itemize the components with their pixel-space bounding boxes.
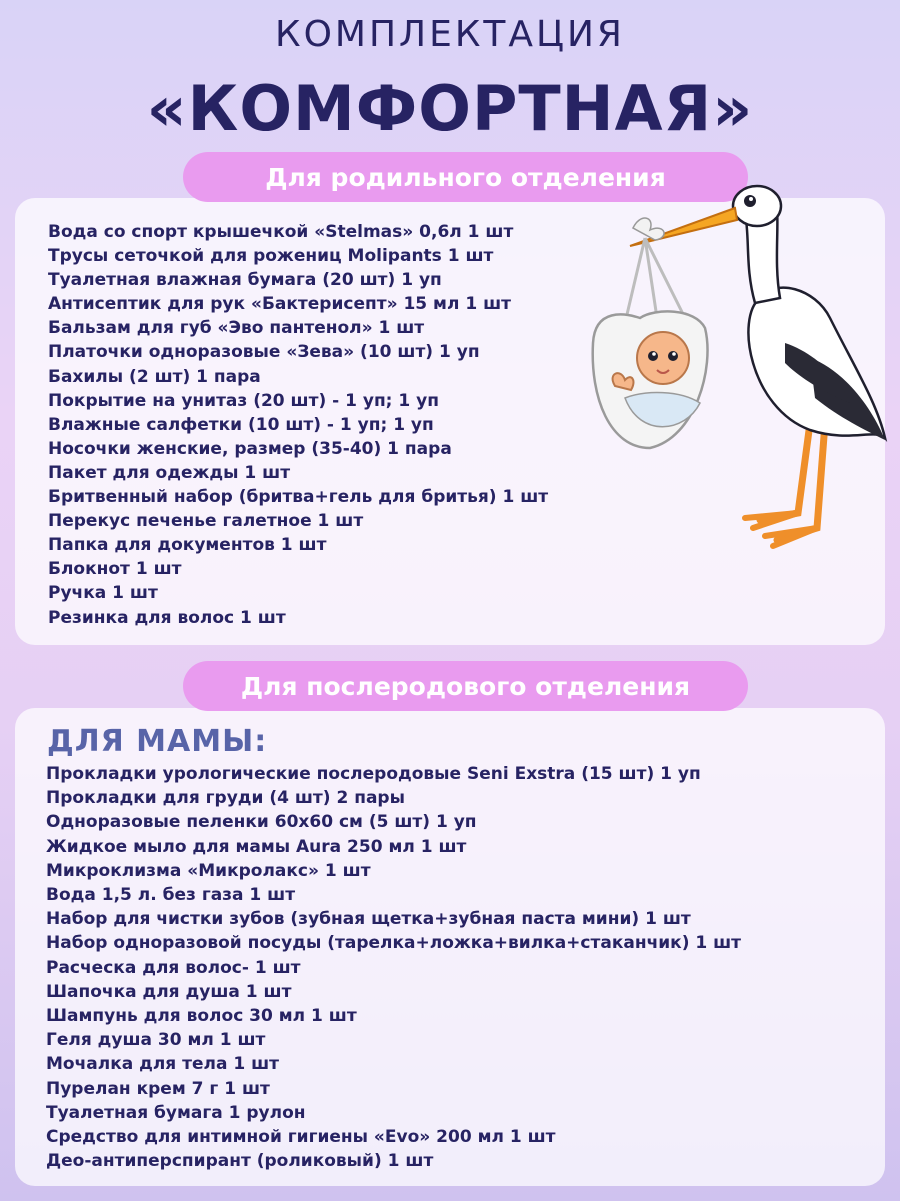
title-line-2: «КОМФОРТНАЯ» bbox=[146, 72, 754, 145]
list-item: Перекус печенье галетное 1 шт bbox=[48, 511, 364, 532]
list-item: Трусы сеточкой для рожениц Molipants 1 шт bbox=[48, 246, 494, 267]
list-item: Шапочка для душа 1 шт bbox=[46, 981, 292, 1002]
list-item: Платочки одноразовые «Зева» (10 шт) 1 уп bbox=[48, 342, 480, 363]
list-item: Део-антиперспирант (роликовый) 1 шт bbox=[46, 1151, 434, 1172]
list-item: Прокладки урологические послеродовые Seni Exstra (15 шт) 1 уп bbox=[46, 764, 701, 784]
list-item: Жидкое мыло для мамы Aura 250 мл 1 шт bbox=[46, 836, 467, 857]
list-item: Бальзам для губ «Эво пантенол» 1 шт bbox=[48, 318, 425, 339]
list-item: Средство для интимной гигиены «Evo» 200 мл 1 шт bbox=[46, 1127, 556, 1148]
list-item: Влажные салфетки (10 шт) - 1 уп; 1 уп bbox=[48, 414, 434, 435]
maternity-ward-list bbox=[48, 220, 548, 630]
list-item: Бахилы (2 шт) 1 пара bbox=[48, 366, 261, 387]
title-line-1: КОМПЛЕКТАЦИЯ bbox=[275, 14, 625, 55]
list-item: Вода со спорт крышечкой «Stelmas» 0,6л 1 шт bbox=[48, 222, 514, 242]
list-item: Носочки женские, размер (35-40) 1 пара bbox=[48, 438, 452, 459]
list-item: Мочалка для тела 1 шт bbox=[46, 1054, 280, 1075]
list-item: Ручка 1 шт bbox=[48, 583, 158, 604]
list-item: Набор одноразовой посуды (тарелка+ложка+вилка+стаканчик) 1 шт bbox=[46, 933, 742, 954]
maternity-ward-title: Для родильного отделения bbox=[183, 152, 748, 202]
list-item: Бритвенный набор (бритва+гель для бритья) 1 шт bbox=[48, 487, 549, 508]
stork-illustration bbox=[585, 168, 895, 558]
list-item: Антисептик для рук «Бактерисепт» 15 мл 1 шт bbox=[48, 294, 511, 315]
postpartum-ward-title: Для послеродового отделения bbox=[183, 661, 748, 711]
list-item: Туалетная влажная бумага (20 шт) 1 уп bbox=[48, 270, 442, 291]
list-item: Прокладки для груди (4 шт) 2 пары bbox=[46, 788, 405, 809]
list-item: Блокнот 1 шт bbox=[48, 559, 182, 580]
list-item: Микроклизма «Микролакс» 1 шт bbox=[46, 860, 371, 881]
list-item: Вода 1,5 л. без газа 1 шт bbox=[46, 885, 296, 906]
list-item: Геля душа 30 мл 1 шт bbox=[46, 1030, 266, 1051]
postpartum-ward-list bbox=[46, 762, 741, 1173]
list-item: Набор для чистки зубов (зубная щетка+зубная паста мини) 1 шт bbox=[46, 909, 691, 930]
list-item: Пакет для одежды 1 шт bbox=[48, 462, 291, 483]
list-item: Резинка для волос 1 шт bbox=[48, 607, 286, 628]
list-item: Одноразовые пеленки 60х60 см (5 шт) 1 уп bbox=[46, 812, 477, 833]
list-item: Покрытие на унитаз (20 шт) - 1 уп; 1 уп bbox=[48, 390, 439, 411]
list-item: Пурелан крем 7 г 1 шт bbox=[46, 1078, 270, 1099]
list-item: Туалетная бумага 1 рулон bbox=[46, 1102, 306, 1123]
list-item: Шампунь для волос 30 мл 1 шт bbox=[46, 1006, 357, 1027]
list-item: Расческа для волос- 1 шт bbox=[46, 957, 301, 978]
list-item: Папка для документов 1 шт bbox=[48, 535, 327, 556]
for-mom-heading: ДЛЯ МАМЫ: bbox=[47, 724, 268, 759]
